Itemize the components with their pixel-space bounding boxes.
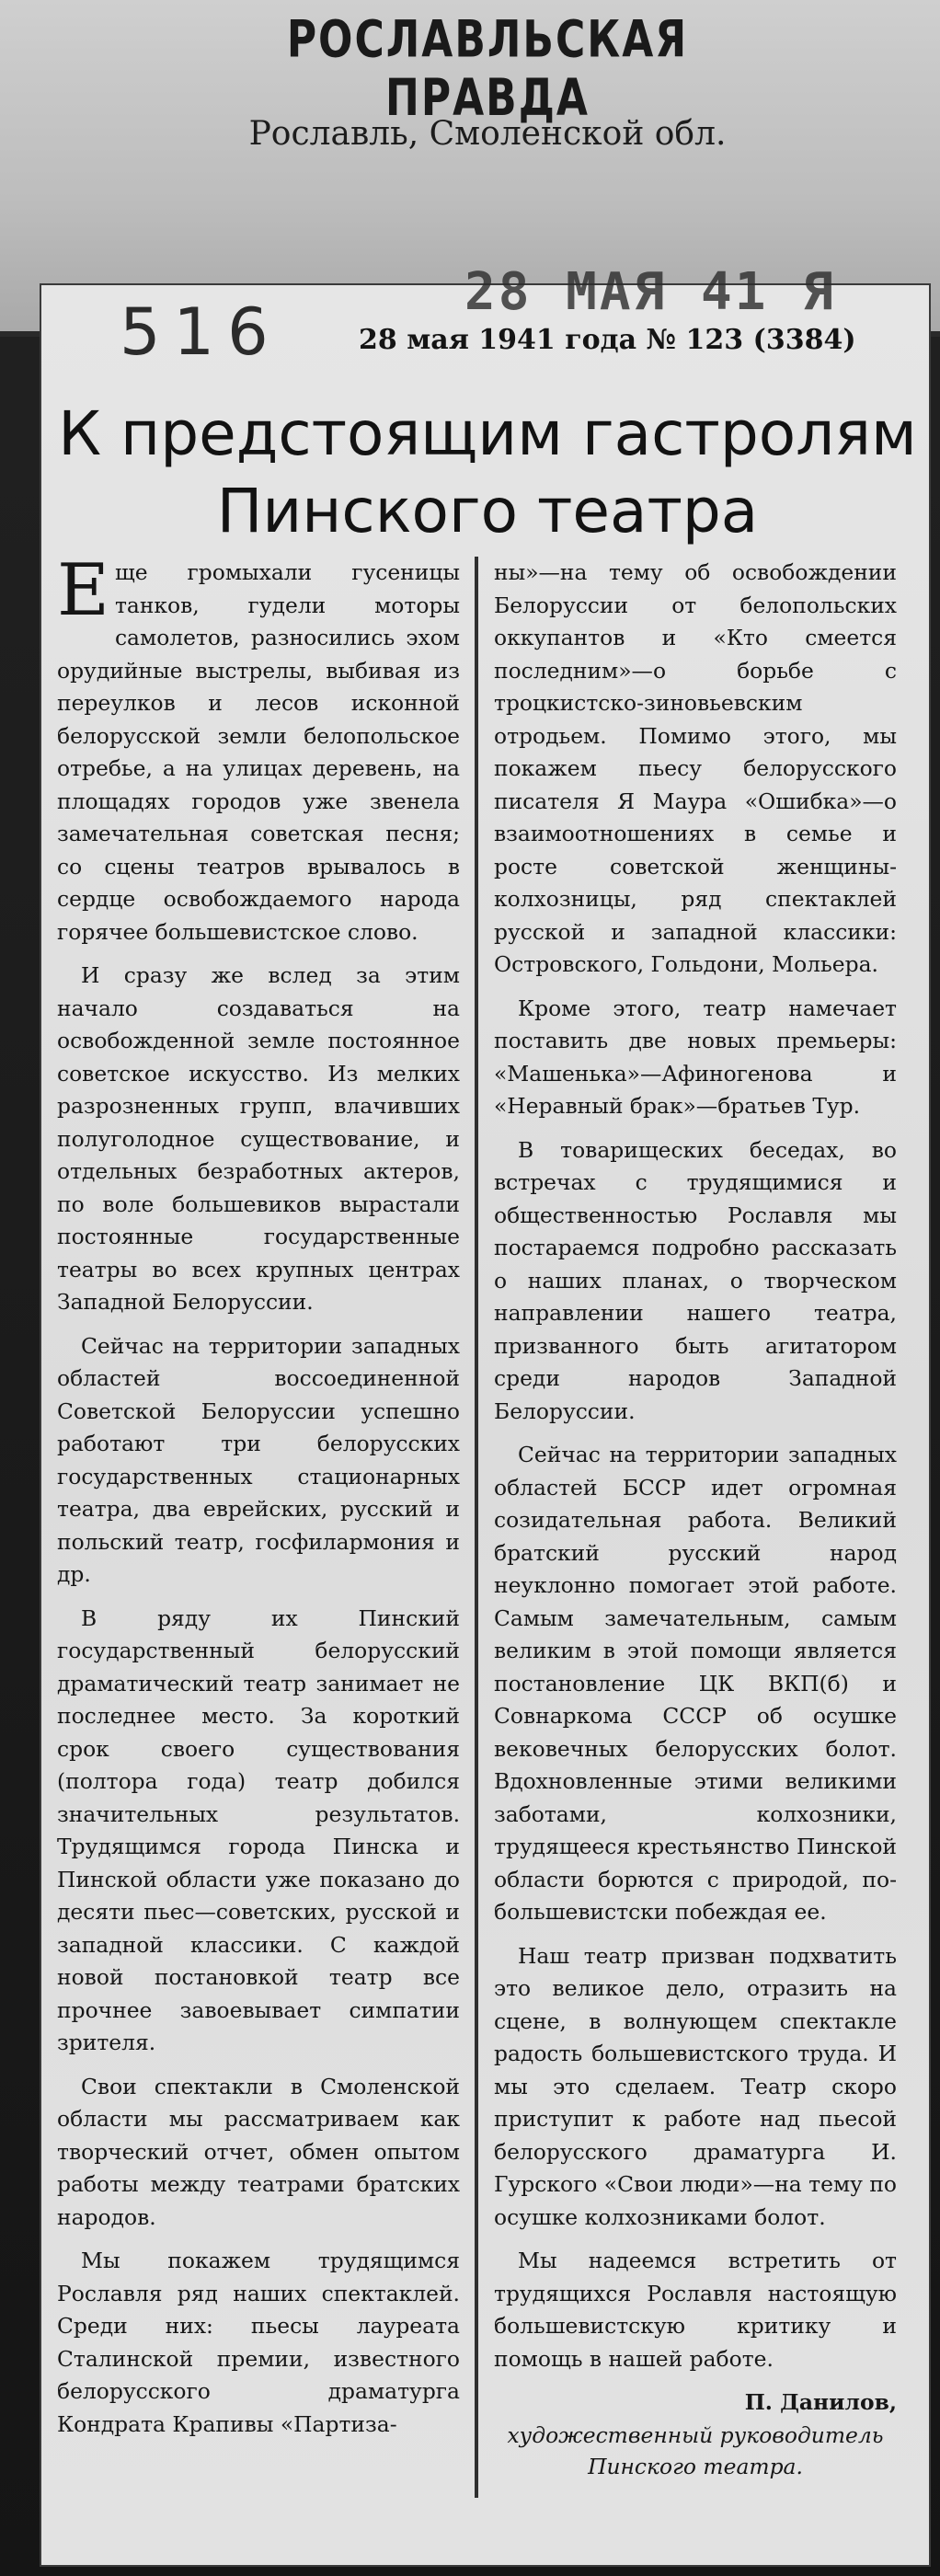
headline-line-2: Пинского театра (216, 476, 759, 546)
article-paragraph: Мы надеемся встретить от трудящихся Рославля настоящую большевистскую критику и помощь в нашей работе. (494, 2248, 897, 2372)
article-paragraph: Свои спектакли в Смоленской области мы рассматриваем как творческий отчет, обмен опытом работы между театрами братских народов. (57, 2073, 460, 2230)
author-role: художественный руководитель Пинского театра. (507, 2421, 884, 2479)
drop-cap: Е (57, 549, 109, 632)
article-paragraph: Сейчас на территории западных областей воссоединенной Советской Белоруссии успешно работают три белорусских государственных стационарных театра, два еврейских, русский и польский театр, госфилармония и др. (57, 1332, 460, 1587)
article-paragraph: И сразу же вслед за этим начало создаваться на освобожденной земле постоянное советское искусство. Из мелких разрозненных групп, влачивших полуголодное существование, и отдельных безработных актеров, по воле большевиков вырастали постоянные государственные театры во всех крупных центрах Западной Белоруссии. (57, 962, 460, 1315)
issue-dateline: 28 мая 1941 года № 123 (3384) (359, 324, 856, 356)
paragraph-text: ще громыхали гусеницы танков, гудели моторы самолетов, разносились эхом орудийные выстрелы, выбивая из переулков и лесов исконной белорусской земли белопольское отребье, а на улицах деревень, на площадях городов уже звенела замечательная советская песня; со сцены театров врывалось в сердце освобождаемого народа горячее большевистское слово. (57, 559, 460, 945)
article-paragraph: Кроме этого, театр намечает поставить две новых премьеры: «Машенька»—Афиногенова и «Неравный брак»—братьев Тур. (494, 995, 897, 1119)
newspaper-stamp-location: Рославль, Смоленской обл. (248, 115, 727, 153)
newspaper-stamp-title: РОСЛАВЛЬСКАЯ ПРАВДА (286, 10, 689, 128)
date-stamp: 28 МАЯ 41 Я (464, 262, 836, 322)
article-paragraph (57, 549, 460, 949)
article-paragraph: Наш театр призван подхватить это великое дело, отразить на сцене, в волнующем спектакле радость большевистского труда. И мы это сделаем. Театр скоро приступит к работе над пьесой белорусского драматурга И. Гурского «Свои люди»—на тему по осушке колхозниками болот. (494, 1942, 898, 2230)
article-column-right (494, 557, 897, 2482)
article-paragraph: ны»—на тему об освобождении Белоруссии от белопольских оккупантов и «Кто смеется последним»—о борьбе с троцкистско-зиновьевским отродьем. Помимо этого, мы покажем пьесу белорусского писателя Я Маура «Ошибка»—о взаимоотношениях в семье и росте советской женщины-колхозницы, ряд спектаклей русской и западной классики: Островского, Гольдони, Мольера. (494, 559, 897, 977)
article-headline (55, 396, 920, 550)
article-paragraph: Мы покажем трудящимся Рославля ряд наших спектаклей. Среди них: пьесы лауреата Сталинской премии, известного белорусского драматурга Кондрата Крапивы «Партиза- (57, 2248, 460, 2437)
column-divider (475, 557, 478, 2498)
author-signature: П. Данилов, (744, 2389, 897, 2415)
article-paragraph: В ряду их Пинский государственный белорусский драматический театр занимает не последнее место. За короткий срок своего существования (полтора года) театр добился значительных результатов. Трудящимся города Пинска и Пинской области уже показано до десяти пьес—советских, русской и западной классики. С каждой новой постановкой театр все прочнее завоевывает симпатии зрителя. (57, 1604, 460, 2055)
article-paragraph: Сейчас на территории западных областей БССР идет огромная созидательная работа. Великий братский русский народ неуклонно помогает этой работе. Самым замечательным, самым великим в этой помощи является постановление ЦК ВКП(б) и Совнаркома СССР об осушке вековечных белорусских болот. Вдохновленные этими великими заботами, колхозники, трудящееся крестьянство Пинской области борются с природой, по-большевистски побеждая ее. (494, 1442, 897, 1925)
article-paragraph: В товарищеских беседах, во встречах с трудящимися и общественностью Рославля мы постараемся подробно рассказать о наших планах, о творческом направлении нашего театра, призванного быть агитатором среди народов Западной Белоруссии. (494, 1136, 897, 1424)
article-body (57, 549, 912, 2544)
handwritten-number: 516 (120, 294, 281, 370)
article-column-left (57, 549, 460, 2452)
headline-line-1: К предстоящим гастролям (58, 398, 917, 469)
